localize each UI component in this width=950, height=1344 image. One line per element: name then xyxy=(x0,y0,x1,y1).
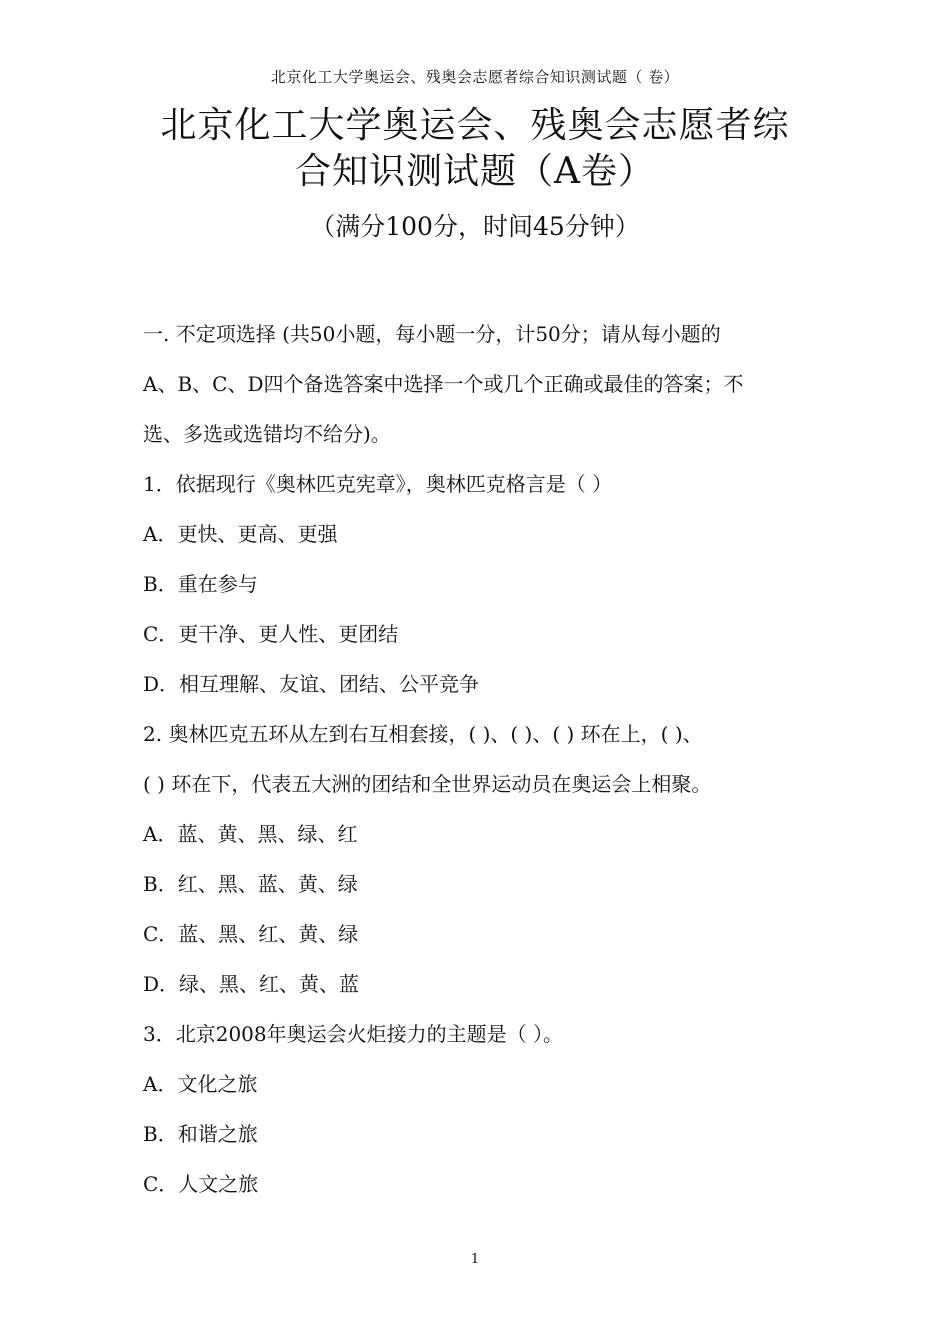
question-2-stem-line-2: ( ) 环在下，代表五大洲的团结和全世界运动员在奥运会上相聚。 xyxy=(143,772,712,796)
question-1-option-c: C．更干净、更人性、更团结 xyxy=(143,622,399,646)
section-intro-line-1: 一. 不定项选择 (共50小题，每小题一分，计50分；请从每小题的 xyxy=(143,322,721,346)
running-header: 北京化工大学奥运会、残奥会志愿者综合知识测试题（ 卷） xyxy=(270,68,680,86)
question-3-option-c: C．人文之旅 xyxy=(143,1172,259,1196)
question-1-stem: 1．依据现行《奥林匹克宪章》，奥林匹克格言是（ ） xyxy=(143,472,613,496)
question-2-option-d: D．绿、黑、红、黄、蓝 xyxy=(143,972,360,996)
question-1-option-d: D．相互理解、友谊、团结、公平竞争 xyxy=(143,672,480,696)
section-intro-line-2: A、B、C、D四个备选答案中选择一个或几个正确或最佳的答案；不 xyxy=(143,372,744,396)
question-2-option-a: A．蓝、黄、黑、绿、红 xyxy=(143,822,358,846)
document-title-line-1: 北京化工大学奥运会、残奥会志愿者综 xyxy=(160,105,790,146)
document-title-line-2: 合知识测试题（A卷） xyxy=(295,151,655,192)
question-1-option-a: A．更快、更高、更强 xyxy=(143,522,338,546)
section-intro-line-3: 选、多选或选错均不给分)。 xyxy=(143,422,391,446)
document-subtitle: （满分100分，时间45分钟） xyxy=(310,212,640,241)
question-1-option-b: B．重在参与 xyxy=(143,572,258,596)
question-2-stem-line-1: 2. 奥林匹克五环从左到右互相套接，( )、( )、( ) 环在上，( )、 xyxy=(143,722,703,746)
question-3-stem: 3．北京2008年奥运会火炬接力的主题是（ ）。 xyxy=(143,1022,563,1046)
page-number: 1 xyxy=(470,1252,480,1267)
question-2-option-c: C．蓝、黑、红、黄、绿 xyxy=(143,922,359,946)
question-2-option-b: B．红、黑、蓝、黄、绿 xyxy=(143,872,358,896)
question-3-option-a: A．文化之旅 xyxy=(143,1072,258,1096)
question-3-option-b: B．和谐之旅 xyxy=(143,1122,258,1146)
